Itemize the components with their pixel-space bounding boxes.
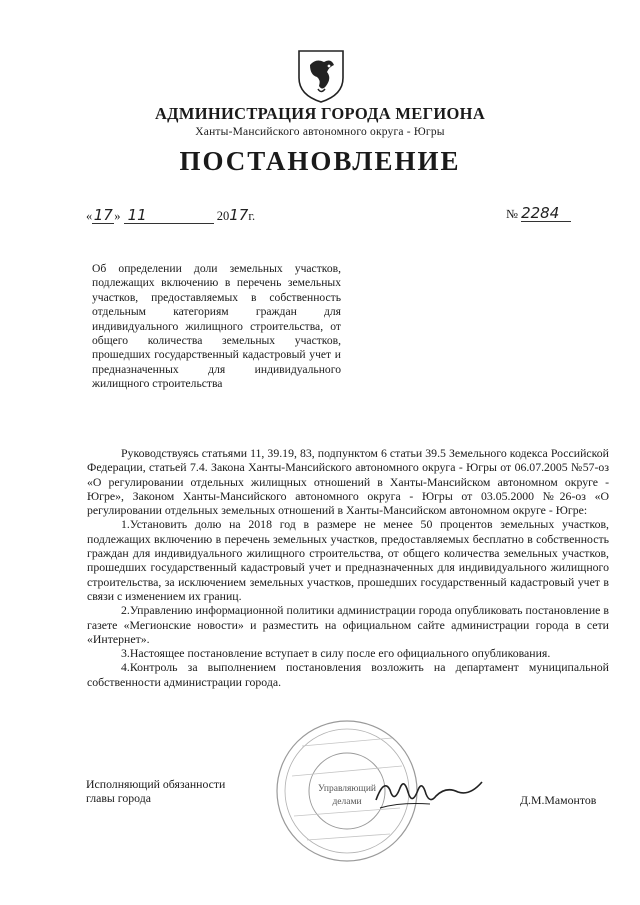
- document-number: [506, 206, 571, 222]
- document-subject: Об определении доли земельных участков, подлежащих включению в перечень земельных участков, предоставляемых в собственность отдельным категориям граждан для индивидуального жилищного строительства, от общего количества земельных участков, прошедших государственный кадастровый учет и предназначенных для индивидуального жилищного строительства: [92, 262, 341, 391]
- date-year-prefix: 20: [216, 209, 230, 223]
- body-paragraph: 2.Управлению информационной политики администрации города опубликовать постановление в газете «Мегионские новости» и разместить на официальном сайте администрации города в сети «Интернет».: [87, 603, 609, 646]
- date-year-suffix: 17: [229, 206, 249, 224]
- document-type-title: ПОСТАНОВЛЕНИЕ: [179, 146, 461, 176]
- stamp-inner-line1: Управляющий: [318, 784, 376, 794]
- number-value: 2284: [521, 204, 560, 222]
- body-paragraph: Руководствуясь статьями 11, 39.19, 83, подпунктом 6 статьи 39.5 Земельного кодекса Российской Федерации, статьей 7.4. Закона Ханты-Мансийского автономного округа - Югры от 06.07.2005 №57-оз «О регулировании отдельных жилищных отношений в Ханты-Мансийском автономном округе - Югре», Законом Ханты-Мансийского автономного округа - Югры от 03.05.2000 №26-оз «О регулировании отдельных земельных отношений в Ханты-Мансийском автономном округе - Югре:: [87, 446, 609, 518]
- signatory-name: Д.М.Мамонтов: [520, 793, 597, 807]
- coat-of-arms-icon: [294, 48, 348, 104]
- signatory-role-line1: Исполняющий обязанности: [86, 777, 226, 791]
- body-paragraph: 4.Контроль за выполнением постановления возложить на департамент муниципальной собственности администрации города.: [87, 660, 609, 689]
- body-paragraph: 1.Установить долю на 2018 год в размере не менее 50 процентов земельных участков, подлежащих включению в перечень земельных участков, предоставляемых бесплатно в собственность граждан для индивидуального жилищного строительства, от общего количества земельных участков, прошедших государственный кадастровый учет и предназначенных для индивидуального жилищного строительства, за исключением земельных участков, прошедших государственный кадастровый учет в связи с изменением их границ.: [87, 517, 609, 603]
- organization-title: АДМИНИСТРАЦИЯ ГОРОДА МЕГИОНА: [154, 104, 486, 123]
- signatory-role: [86, 777, 266, 806]
- organization-subtitle: Ханты-Мансийского автономного округа - Югры: [195, 126, 445, 138]
- date-day: 17: [93, 206, 113, 224]
- document-date: «17» 11 2017г.: [86, 206, 256, 224]
- document-body: [87, 446, 609, 689]
- body-paragraph: 3.Настоящее постановление вступает в силу после его официального опубликования.: [121, 646, 551, 661]
- date-year-end: г.: [248, 209, 256, 223]
- number-prefix: №: [506, 207, 518, 221]
- handwritten-signature: [370, 770, 490, 820]
- date-month: 11: [127, 206, 147, 224]
- signatory-role-line2: главы города: [86, 791, 151, 806]
- stamp-inner-line2: делами: [332, 797, 362, 807]
